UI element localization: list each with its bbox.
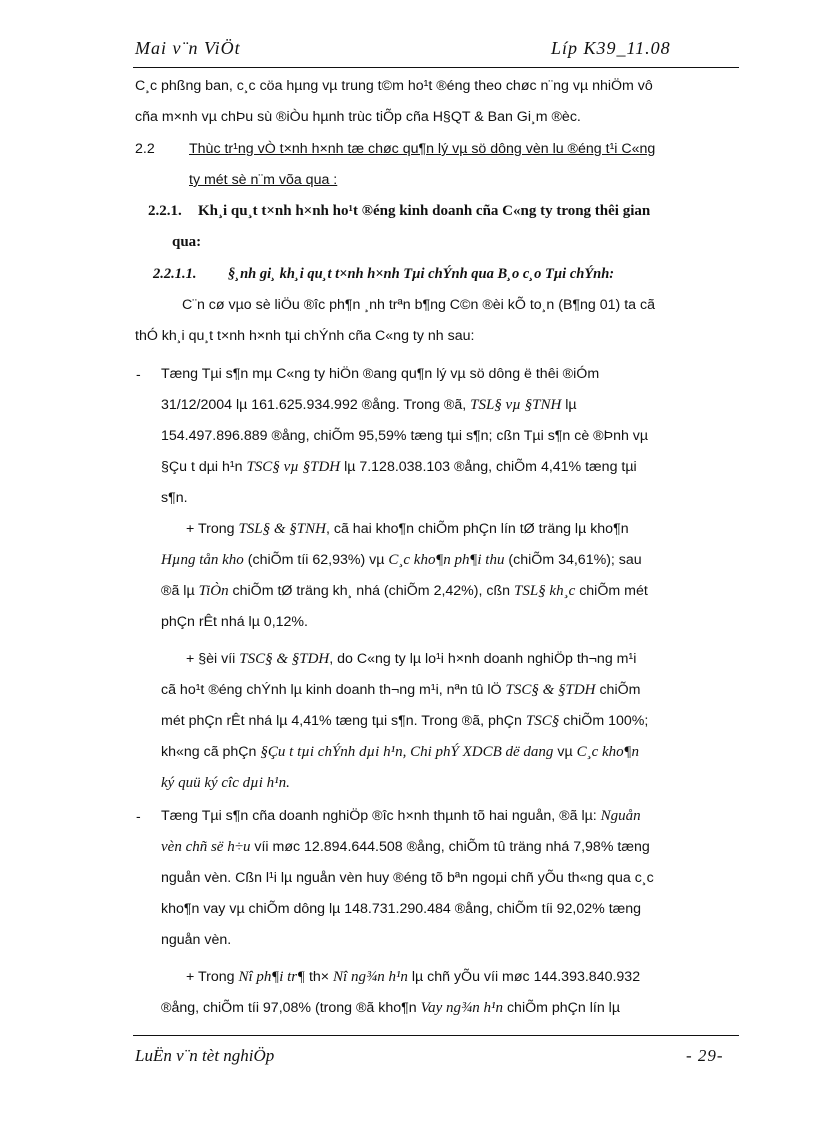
bullet2-line-2: vèn chñ së h÷u víi møc 12.894.644.508 ®ång, chiÕm tû träng nhá 7,98% tæng — [161, 839, 650, 855]
basis-line-2: thÓ kh¸i qu¸t t×nh h×nh tµi chÝnh cña C«ng ty nh sau: — [135, 328, 475, 344]
sub3-line-1: + Trong Nî ph¶i tr¶ th× Nî ng¾n h¹n lµ chñ yÕu víi møc 144.393.840.932 — [186, 969, 641, 985]
page-number: - 29- — [686, 1046, 724, 1065]
sub2-line-4: kh«ng cã phÇn §Çu t tµi chÝnh dµi h¹n, Chi phÝ XDCB dë dang vµ C¸c kho¶n — [161, 744, 640, 760]
sub1-line-3: ®ã lµ TiÒn chiÕm tØ träng kh¸ nhá (chiÕm 2,42%), cßn TSL§ kh¸c chiÕm mét — [161, 583, 648, 599]
sub1-line-1: + Trong TSL§ & §TNH, cã hai kho¶n chiÕm phÇn lín tØ träng lµ kho¶n — [186, 521, 629, 537]
header-class: Líp K39_11.08 — [551, 38, 671, 58]
section-2-2-number: 2.2 — [135, 141, 155, 157]
bullet1-line-1: Tæng Tµi s¶n mµ C«ng ty hiÖn ®ang qu¶n lý vµ sö dông ë thêi ®iÓm — [161, 366, 600, 382]
sub2-line-2: cã ho¹t ®éng chÝnh lµ kinh doanh th¬ng m¹i, nªn tû lÖ TSC§ & §TDH chiÕm — [161, 682, 641, 698]
bullet2-line-3: nguån vèn. Cßn l¹i lµ nguån vèn huy ®éng tõ bªn ngoµi chñ yÕu th«ng qua c¸c — [161, 870, 654, 886]
bullet1-line-4: §Çu t dµi h¹n TSC§ vµ §TDH lµ 7.128.038.103 ®ång, chiÕm 4,41% tæng tµi — [161, 459, 637, 475]
section-2-2-1-1-title: §¸nh gi¸ kh¸i qu¸t t×nh h×nh Tµi chÝnh qua B¸o c¸o Tµi chÝnh: — [228, 266, 615, 282]
section-2-2-title-line-2: ty mét sè n¨m võa qua : — [189, 172, 338, 188]
bullet2-line-5: nguån vèn. — [161, 932, 232, 948]
sub1-line-4: phÇn rÊt nhá lµ 0,12%. — [161, 614, 308, 630]
intro-line-2: cña m×nh vµ chÞu sù ®iÒu hµnh trùc tiÕp cña H§QT & Ban Gi¸m ®èc. — [135, 109, 581, 125]
bullet-dash: - — [136, 808, 141, 824]
sub2-line-3: mét phÇn rÊt nhá lµ 4,41% tæng tµi s¶n. Trong ®ã, phÇn TSC§ chiÕm 100%; — [161, 713, 649, 729]
header-rule — [133, 67, 739, 68]
sub3-line-2: ®ång, chiÕm tíi 97,08% (trong ®ã kho¶n Vay ng¾n h¹n chiÕm phÇn lín lµ — [161, 1000, 621, 1016]
bullet2-line-1: Tæng Tµi s¶n cña doanh nghiÖp ®îc h×nh thµnh tõ hai nguån, ®ã lµ: Nguån — [161, 808, 641, 824]
footer-title: LuËn v¨n tèt nghiÖp — [135, 1046, 275, 1065]
footer-rule — [133, 1035, 739, 1036]
sub2-line-1: + §èi víi TSC§ & §TDH, do C«ng ty lµ lo¹i h×nh doanh nghiÖp th¬ng m¹i — [186, 651, 637, 667]
sub2-line-5: ký quü ký cîc dµi h¹n. — [161, 775, 290, 791]
section-2-2-1-1-number: 2.2.1.1. — [153, 266, 197, 282]
bullet1-line-3: 154.497.896.889 ®ång, chiÕm 95,59% tæng tµi s¶n; cßn Tµi s¶n cè ®Þnh vµ — [161, 428, 649, 444]
intro-line-1: C¸c phßng ban, c¸c cöa hµng vµ trung t©m ho¹t ®éng theo chøc n¨ng vµ nhiÖm vô — [135, 78, 653, 94]
section-2-2-1-title-line-2: qua: — [172, 234, 202, 250]
sub1-line-2: Hµng tån kho (chiÕm tíi 62,93%) vµ C¸c kho¶n ph¶i thu (chiÕm 34,61%); sau — [161, 552, 642, 568]
section-2-2-title-line-1: Thùc tr¹ng vÒ t×nh h×nh tæ chøc qu¶n lý vµ sö dông vèn lu ®éng t¹i C«ng — [189, 141, 656, 157]
bullet2-line-4: kho¶n vay vµ chiÕm dông lµ 148.731.290.484 ®ång, chiÕm tíi 92,02% tæng — [161, 901, 642, 917]
bullet1-line-5: s¶n. — [161, 490, 188, 506]
section-2-2-1-title-line-1: Kh¸i qu¸t t×nh h×nh ho¹t ®éng kinh doanh cña C«ng ty trong thêi gian — [198, 203, 651, 219]
bullet1-line-2: 31/12/2004 lµ 161.625.934.992 ®ång. Trong ®ã, TSL§ vµ §TNH lµ — [161, 397, 577, 413]
header-author: Mai v¨n ViÖt — [135, 38, 241, 58]
section-2-2-1-number: 2.2.1. — [148, 203, 182, 219]
basis-line-1: C¨n cø vµo sè liÖu ®îc ph¶n ¸nh trªn b¶ng C©n ®èi kÕ to¸n (B¶ng 01) ta cã — [182, 297, 655, 313]
bullet-dash: - — [136, 366, 141, 382]
